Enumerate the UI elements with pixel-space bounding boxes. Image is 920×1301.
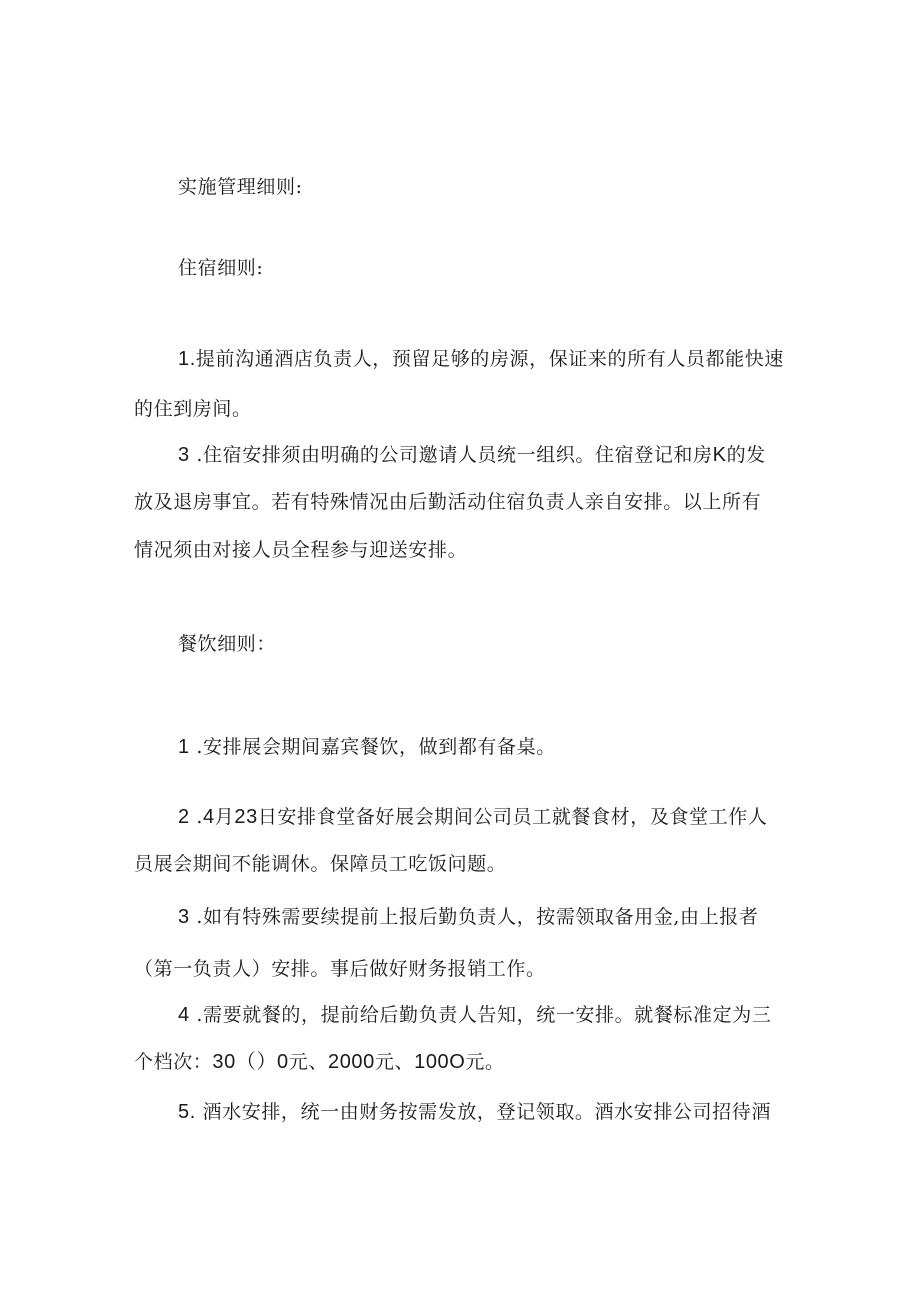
item-number: 2 (178, 806, 190, 828)
item-number: 5. (178, 1101, 196, 1123)
lodging-item-1-line-2: 的住到房间。 (134, 398, 252, 420)
dining-item-4-line-1: 4 .需要就餐的，提前给后勤负责人告知，统一安排。就餐标准定为三 (178, 1004, 772, 1026)
dining-item-2-line-1: 2 .4月23日安排食堂备好展会期间公司员工就餐食材，及食堂工作人 (178, 806, 768, 828)
lodging-item-2-line-2: 放及退房事宜。若有特殊情况由后勤活动住宿负责人亲自安排。以上所有 (134, 491, 762, 513)
lodging-item-2-line-3: 情况须由对接人员全程参与迎送安排。 (134, 539, 468, 561)
dining-item-1-line-1: 1 .安排展会期间嘉宾餐饮，做到都有备桌。 (178, 736, 556, 758)
item-number: 3 (178, 444, 190, 466)
dining-item-3-line-2: （第一负责人）安排。事后做好财务报销工作。 (134, 958, 546, 980)
lodging-item-1-line-1: 1.提前沟通酒店负责人，预留足够的房源，保证来的所有人员都能快速 (178, 348, 784, 370)
item-number: 4 (178, 1004, 190, 1026)
item-number: 1. (178, 348, 196, 370)
lodging-heading: 住宿细则: (178, 257, 264, 279)
lodging-item-2-line-1: 3 .住宿安排须由明确的公司邀请人员统一组织。住宿登记和房K的发 (178, 444, 766, 466)
item-number: 3 (178, 906, 190, 928)
main-heading: 实施管理细则: (178, 176, 303, 198)
dining-item-5-line-1: 5. 酒水安排，统一由财务按需发放，登记领取。酒水安排公司招待酒 (178, 1101, 771, 1123)
dining-heading: 餐饮细则： (178, 633, 277, 655)
item-number: 1 (178, 736, 190, 758)
dining-item-4-line-2: 个档次：30（）0元、2000元、100O元。 (134, 1051, 505, 1073)
dining-item-2-line-2: 员展会期间不能调休。保障员工吃饭问题。 (134, 853, 507, 875)
dining-item-3-line-1: 3 .如有特殊需要续提前上报后勤负责人，按需领取备用金,由上报者 (178, 906, 759, 928)
